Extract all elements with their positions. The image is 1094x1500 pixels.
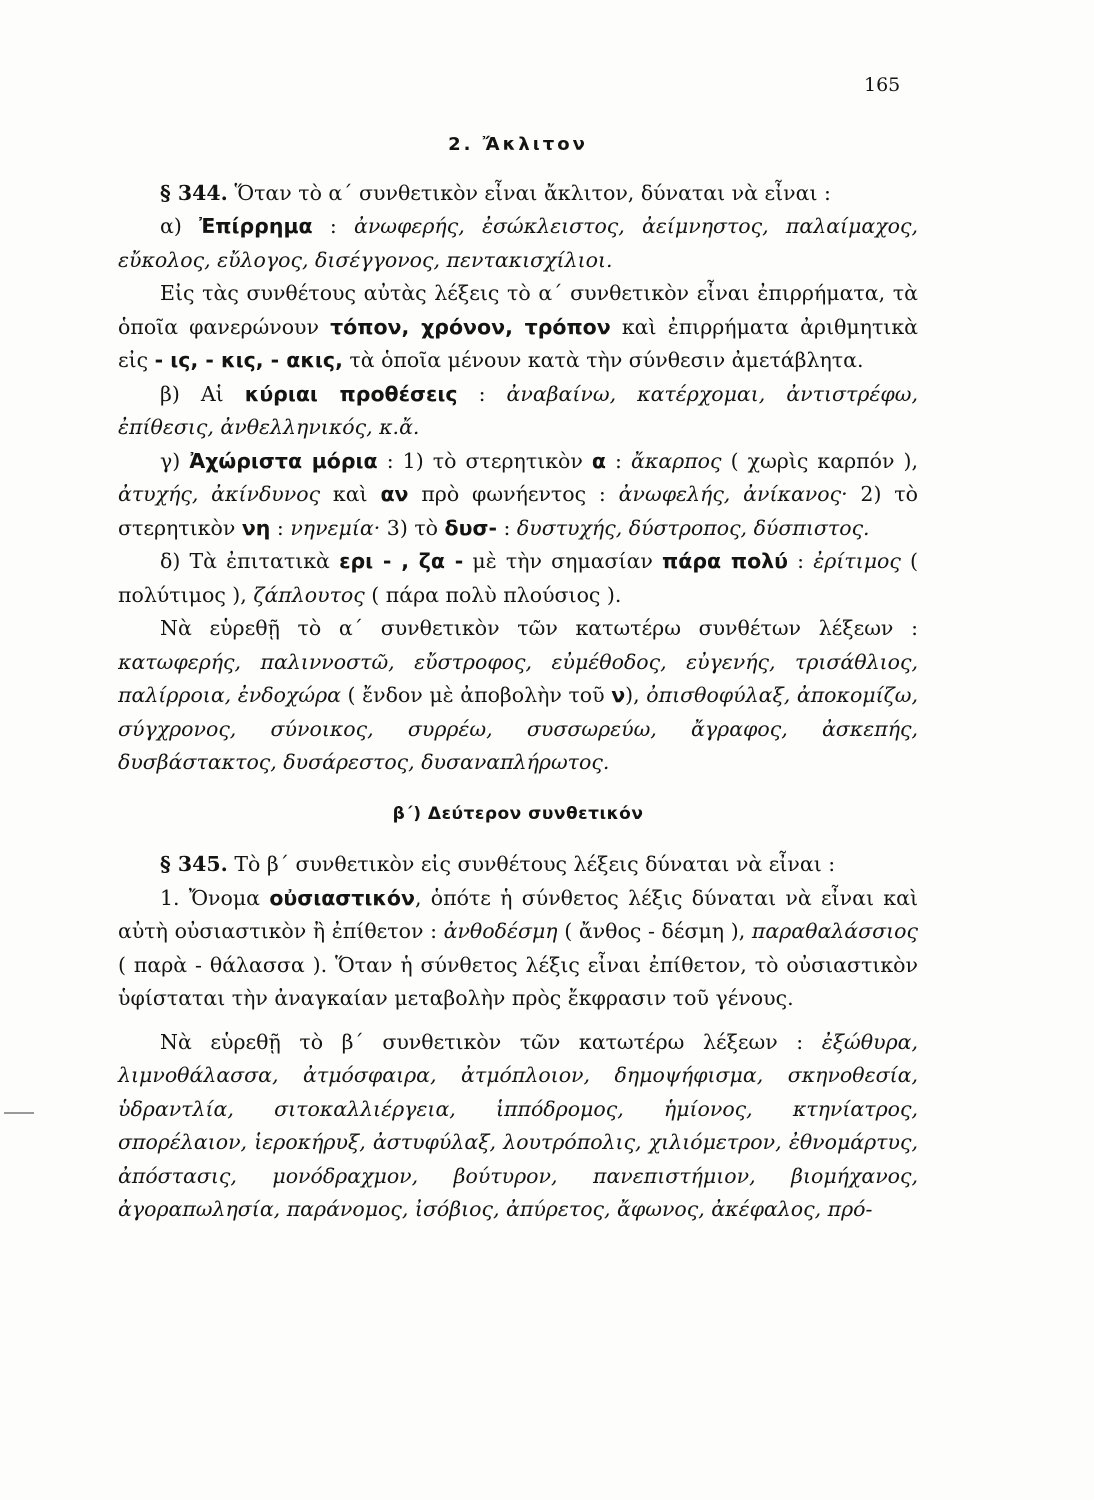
examples: ὀπισθοφύλαξ, ἀποκομίζω, σύγχρονος, σύνοικος, συρρέω, συσσωρεύω, ἄγραφος, ἀσκεπής, δυσβάστακτος, δυσάρεστος, δυσαναπλήρωτος.: [118, 683, 919, 774]
text: Εἰς τὰς συνθέτους αὐτὰς λέξεις τὸ α΄ συνθετικὸν εἶναι ἐπιρρήματα, τὰ ὁποῖα φανερώνουν: [118, 281, 918, 339]
text: καὶ: [320, 482, 381, 506]
bold-term: πάρα πολύ: [662, 549, 788, 573]
section-heading: 2. Ἄκλιτον: [448, 134, 588, 155]
bold-term: ερι - , ζα -: [339, 549, 464, 573]
section-number: § 344.: [160, 180, 228, 205]
text: 2) τὸ στερητικὸν: [118, 482, 918, 540]
paragraph-gamma: [118, 445, 918, 546]
bold-term: δυσ-: [444, 515, 497, 540]
bold-term: νη: [241, 515, 271, 540]
page-body: [118, 128, 918, 1227]
margin-mark: [4, 1112, 34, 1114]
text: τὰ ὁποῖα μένουν κατὰ τὴν σύνθεσιν ἀμετάβλητα.: [342, 348, 864, 372]
example: νηνεμία·: [290, 515, 381, 540]
subsection-heading: β΄) Δεύτερον συνθετικόν: [392, 803, 644, 824]
examples: κατωφερής, παλιννοστῶ, εὔστροφος, εὐμέθοδος, εὐγενής, τρισάθλιος, παλίρροια, ἐνδοχώρα: [118, 649, 918, 707]
bold-term: οὐσιαστικόν: [269, 885, 415, 910]
text: ),: [625, 683, 647, 707]
paragraph-noun: [118, 882, 918, 1016]
text: ( χωρὶς καρπόν ),: [721, 448, 918, 473]
item-label: β) Αἱ: [160, 381, 245, 406]
example: ἀνθοδέσμη: [443, 919, 558, 943]
paragraph-exercise-2: [118, 1026, 918, 1227]
text: :: [605, 448, 632, 473]
paragraph-delta: [118, 545, 918, 612]
text: πρὸ φωνήεντος :: [408, 482, 619, 506]
text: 3) τὸ: [380, 515, 445, 540]
paragraph-beta: [118, 378, 918, 445]
example: ἀνωφελής, ἀνίκανος·: [618, 482, 848, 506]
example: παραθαλάσσιος: [751, 919, 918, 943]
text: μὲ τὴν σημασίαν: [463, 549, 663, 573]
bold-term: ν: [611, 683, 626, 707]
text: ( πολύτιμος ),: [118, 549, 918, 607]
examples: ἐξώθυρα, λιμνοθάλασσα, ἀτμόσφαιρα, ἀτμόπλοιον, δημοψήφισμα, σκηνοθεσία, ὑδραντλία, σιτοκαλλιέργεια, ἱππόδρομος, ἡμίονος, κτηνίατρος, σπορέλαιον, ἱεροκήρυξ, ἀστυφύλαξ, λουτρόπολις, χιλιόμετρον, ἐθνομάρτυς, ἀπόστασις, μονόδραχμον, βούτυρον, πανεπιστήμιον, βιομήχανος, ἀγοραπωλησία, παράνομος, ἰσόβιος, ἀπύρετος, ἄφωνος, ἀκέφαλος, πρό-: [118, 1029, 918, 1221]
example: ἐρίτιμος: [813, 549, 901, 573]
text: :: [270, 515, 291, 540]
text: ( πάρα πολὺ πλούσιος ).: [364, 582, 622, 607]
text: :: [457, 381, 507, 406]
bold-term: κύριαι προθέσεις: [244, 381, 458, 406]
bold-term: Ἐπίρρημα: [199, 214, 313, 238]
bold-term: α: [591, 448, 606, 473]
text: καὶ ἐπιρρήματα ἀριθμητικὰ εἰς: [118, 314, 918, 372]
examples: ἀνωφερής, ἐσώκλειστος, ἀείμνηστος, παλαίμαχος, εὔκολος, εὔλογος, δισέγγονος, πεντακισχίλιοι.: [118, 214, 918, 272]
text: 1. Ὄνομα: [160, 885, 270, 910]
examples: ἀναβαίνω, κατέρχομαι, ἀντιστρέφω, ἐπίθεσις, ἀνθελληνικός, κ.ἄ.: [118, 381, 918, 439]
paragraph-344-intro: [118, 177, 918, 211]
bold-term: - ις, - κις, - ακις,: [154, 348, 343, 372]
paragraph-345-intro: [118, 848, 918, 882]
text: Τὸ β΄ συνθετικὸν εἰς συνθέτους λέξεις δύναται νὰ εἶναι :: [227, 852, 836, 876]
item-label: δ) Τὰ ἐπιτατικὰ: [160, 549, 340, 573]
text: :: [312, 214, 354, 238]
bold-term: αν: [380, 482, 409, 506]
text: ( ἔνδον μὲ ἀποβολὴν τοῦ: [340, 683, 612, 707]
paragraph-exercise-1: [118, 612, 918, 780]
bold-term: τόπον, χρόνον, τρόπον: [330, 314, 611, 339]
bold-term: Ἀχώριστα μόρια: [189, 448, 378, 473]
text: Νὰ εὑρεθῇ τὸ α΄ συνθετικὸν τῶν κατωτέρω συνθέτων λέξεων :: [160, 616, 918, 640]
section-number: § 345.: [160, 852, 228, 876]
text: :: [788, 549, 814, 573]
item-label: γ): [160, 448, 190, 473]
text: ( παρὰ - θάλασσα ). Ὅταν ἡ σύνθετος λέξις εἶναι ἐπίθετον, τὸ οὐσιαστικὸν ὑφίσταται τὴν ἀναγκαίαν μεταβολὴν πρὸς ἔκφρασιν τοῦ γένους.: [118, 952, 918, 1010]
example: δυστυχής, δύστροπος, δύσπιστος.: [516, 515, 870, 540]
paragraph-adverbs: [118, 277, 918, 378]
text: Ὅταν τὸ α΄ συνθετικὸν εἶναι ἄκλιτον, δύναται νὰ εἶναι :: [227, 180, 831, 205]
example: ζάπλουτος: [253, 582, 365, 607]
page-number: 165: [864, 74, 901, 96]
item-label: α): [160, 214, 200, 238]
text: :: [496, 515, 517, 540]
text: Νὰ εὑρεθῇ τὸ β΄ συνθετικὸν τῶν κατωτέρω λέξεων :: [160, 1029, 822, 1054]
paragraph-alpha: [118, 210, 918, 277]
text: : 1) τὸ στερητικὸν: [377, 448, 592, 473]
example: ἀτυχής, ἀκίνδυνος: [118, 482, 321, 506]
text: ( ἄνθος - δέσμη ),: [557, 919, 752, 943]
example: ἄκαρπος: [631, 448, 722, 473]
text: , ὁπότε ἡ σύνθετος λέξις δύναται νὰ εἶναι καὶ αὐτὴ οὐσιαστικὸν ἢ ἐπίθετον :: [118, 885, 918, 943]
